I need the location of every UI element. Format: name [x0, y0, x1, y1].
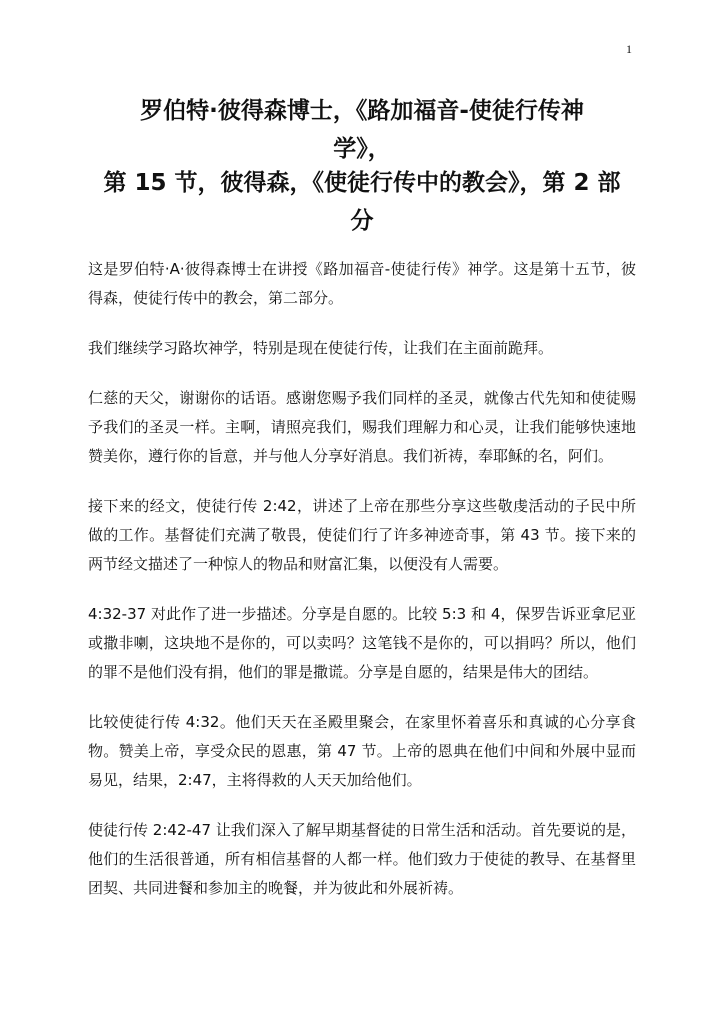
paragraph-acts-2-42: 接下来的经文，使徒行传 2:42，讲述了上帝在那些分享这些敬虔活动的子民中所做的工作。基督徒们充满了敬畏，使徒们行了许多神迹奇事，第 43 节。接下来的两节经文描述了一种惊人的物品和财富汇集，以便没有人需要。: [88, 497, 636, 573]
paragraph-acts-4-32-37: 4:32-37 对此作了进一步描述。分享是自愿的。比较 5:3 和 4，保罗告诉亚拿尼亚或撒非喇，这块地不是你的，可以卖吗？这笔钱不是你的，可以捐吗？所以，他们的罪不是他们没有捐，他们的罪是撒谎。分享是自愿的，结果是伟大的团结。: [88, 605, 636, 681]
body-text: [88, 255, 636, 924]
paragraph-continue: 我们继续学习路坎神学，特别是现在使徒行传，让我们在主面前跪拜。: [88, 339, 554, 357]
paragraph-acts-4-32-compare: 比较使徒行传 4:32。他们天天在圣殿里聚会，在家里怀着喜乐和真诚的心分享食物。赞美上帝，享受众民的恩惠，第 47 节。上帝的恩典在他们中间和外展中显而易见，结果，2:47，主将得救的人天天加给他们。: [88, 713, 636, 789]
title-line-2b: 分: [350, 208, 374, 234]
title-line-1a: 罗伯特·彼得森博士，《路加福音-使徒行传神: [140, 98, 584, 124]
title-line-1b: 学》，: [333, 136, 391, 162]
page-number: 1: [626, 42, 632, 56]
paragraph-acts-2-42-47: 使徒行传 2:42-47 让我们深入了解早期基督徒的日常生活和活动。首先要说的是，他们的生活很普通，所有相信基督的人都一样。他们致力于使徒的教导、在基督里团契、共同进餐和参加主的晚餐，并为彼此和外展祈祷。: [88, 821, 636, 897]
paragraph-intro: 这是罗伯特·A·彼得森博士在讲授《路加福音-使徒行传》神学。这是第十五节，彼得森，使徒行传中的教会，第二部分。: [88, 260, 636, 307]
title-line-2a: 第 15 节，彼得森，《使徒行传中的教会》，第 2 部: [103, 170, 621, 196]
title-heading-part-1: [90, 92, 634, 168]
paragraph-prayer: 仁慈的天父，谢谢你的话语。感谢您赐予我们同样的圣灵，就像古代先知和使徒赐予我们的圣灵一样。主啊，请照亮我们，赐我们理解力和心灵，让我们能够快速地赞美你，遵行你的旨意，并与他人分享好消息。我们祈祷，奉耶稣的名，阿们。: [88, 389, 636, 465]
title-heading-part-2: [90, 164, 634, 240]
